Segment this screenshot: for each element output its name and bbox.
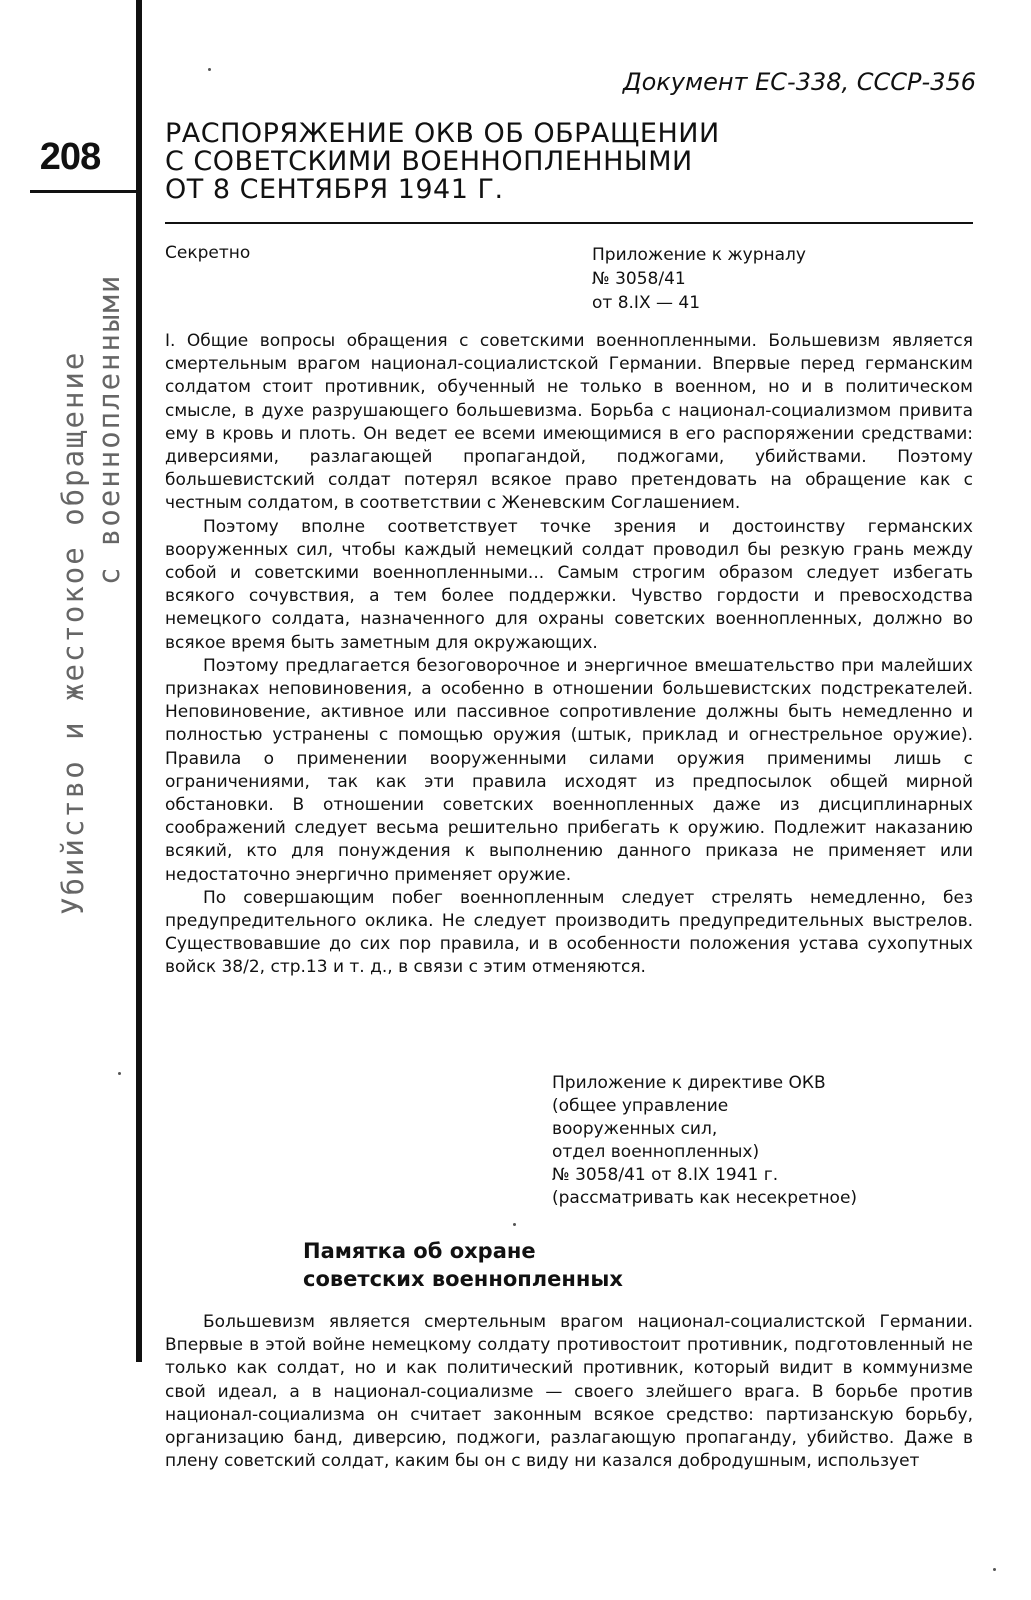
attachment-reference <box>592 243 806 315</box>
classification-label: Секретно <box>165 243 251 263</box>
attachment-line-2: № 3058/41 <box>592 269 686 289</box>
appendix-line: отдел военнопленных) <box>552 1142 760 1162</box>
memo-heading-line-2: советских военнопленных <box>303 1267 623 1291</box>
margin-rule <box>136 0 142 1362</box>
memo-heading <box>303 1237 623 1293</box>
attachment-line-1: Приложение к журналу <box>592 245 806 265</box>
memo-heading-line-1: Памятка об охране <box>303 1239 536 1263</box>
appendix-line: вооруженных сил, <box>552 1119 718 1139</box>
body-paragraph: По совершающим побег военнопленным следует стрелять немедленно, без предупредительного оклика. Не следует производить предупредительных выстрелов. Существовавшие до сих пор правила, и в особенности положения устава сухопутных войск 38/2, стр.13 и т. д., в связи с этим отменяются. <box>165 887 973 978</box>
print-speck <box>118 1072 121 1075</box>
body-paragraph: Поэтому предлагается безоговорочное и энергичное вмешательство при малейших признаках неповиновения, а особенно в отношении большевистских подстрекателей. Неповиновение, активное или пассивное сопротивление должны быть немедленно и полностью устранены с помощью оружия (штык, приклад и огнестрельное оружие). Правила о применении вооруженными силами оружия применимы лишь с ограничениями, так как эти правила исходят из предпосылок общей мирной обстановки. В отношении советских военнопленных даже из дисциплинарных соображений следует весьма решительно прибегать к оружию. Подлежит наказанию всякий, кто для понуждения к выполнению данного приказа не применяет или недостаточно энергично применяет оружие. <box>165 655 973 885</box>
attachment-line-3: от 8.IX — 41 <box>592 293 701 313</box>
title-rule <box>165 222 973 224</box>
appendix-line: № 3058/41 от 8.IX 1941 г. <box>552 1165 779 1185</box>
print-speck <box>993 1568 996 1571</box>
order-body <box>165 330 973 980</box>
appendix-line: (рассматривать как несекретное) <box>552 1188 858 1208</box>
document-title <box>165 120 845 204</box>
print-speck <box>208 68 211 71</box>
memo-body: Большевизм является смертельным врагом национал-социалистской Германии. Впервые в этой войне немецкому солдату противостоит противник, подготовленный не только как солдат, но и как политический противник, который видит в коммунизме свой идеал, а в национал-социализме — своего злейшего врага. В борьбе против национал-социализма он считает законным всякое средство: партизанскую борьбу, организацию банд, диверсию, поджоги, разлагающую пропаганду, убийство. Даже в плену советский солдат, каким бы он с виду ни казался добродушным, использует <box>165 1312 973 1472</box>
appendix-line: Приложение к директиве ОКВ <box>552 1073 826 1093</box>
print-speck <box>513 1223 516 1226</box>
appendix-line: (общее управление <box>552 1096 729 1116</box>
body-paragraph: I. Общие вопросы обращения с советскими военнопленными. Большевизм является смертельным врагом национал-социалистской Германии. Впервые перед германским солдатом стоит противник, обученный не только в военном, но и в политическом смысле, в духе разрушающего большевизма. Борьба с национал-социализмом привита ему в кровь и плоть. Он ведет ее всеми имеющимися в его распоряжении средствами: диверсиями, разлагающей пропагандой, поджогами, убийствами. Поэтому большевистский солдат потерял всякое право претендовать на обращение как с честным солдатом, в соответствии с Женевским Соглашением. <box>165 331 973 514</box>
appendix-note <box>552 1072 857 1210</box>
page-number: 208 <box>39 136 101 178</box>
title-line-1: РАСПОРЯЖЕНИЕ ОКВ ОБ ОБРАЩЕНИИ <box>165 118 720 149</box>
title-line-3: ОТ 8 СЕНТЯБРЯ 1941 Г. <box>165 174 504 205</box>
title-line-2: С СОВЕТСКИМИ ВОЕННОПЛЕННЫМИ <box>165 146 693 177</box>
running-title <box>55 210 131 915</box>
page-number-rule <box>30 190 138 193</box>
document-reference: Документ ЕС-338, СССР-356 <box>622 68 976 96</box>
running-title-line-1: Убийство и жестокое обращение <box>56 350 90 915</box>
running-title-line-2: с военнопленными <box>92 273 126 585</box>
body-paragraph: Поэтому вполне соответствует точке зрения и достоинству германских вооруженных сил, чтобы каждый немецкий солдат проводил бы резкую грань между собой и советскими военнопленными... Самым строгим образом следует избегать всякого сочувствия, а тем более поддержки. Чувство гордости и превосходства немецкого солдата, назначенного для охраны советских военнопленных, должно во всякое время быть заметным для окружающих. <box>165 516 973 653</box>
